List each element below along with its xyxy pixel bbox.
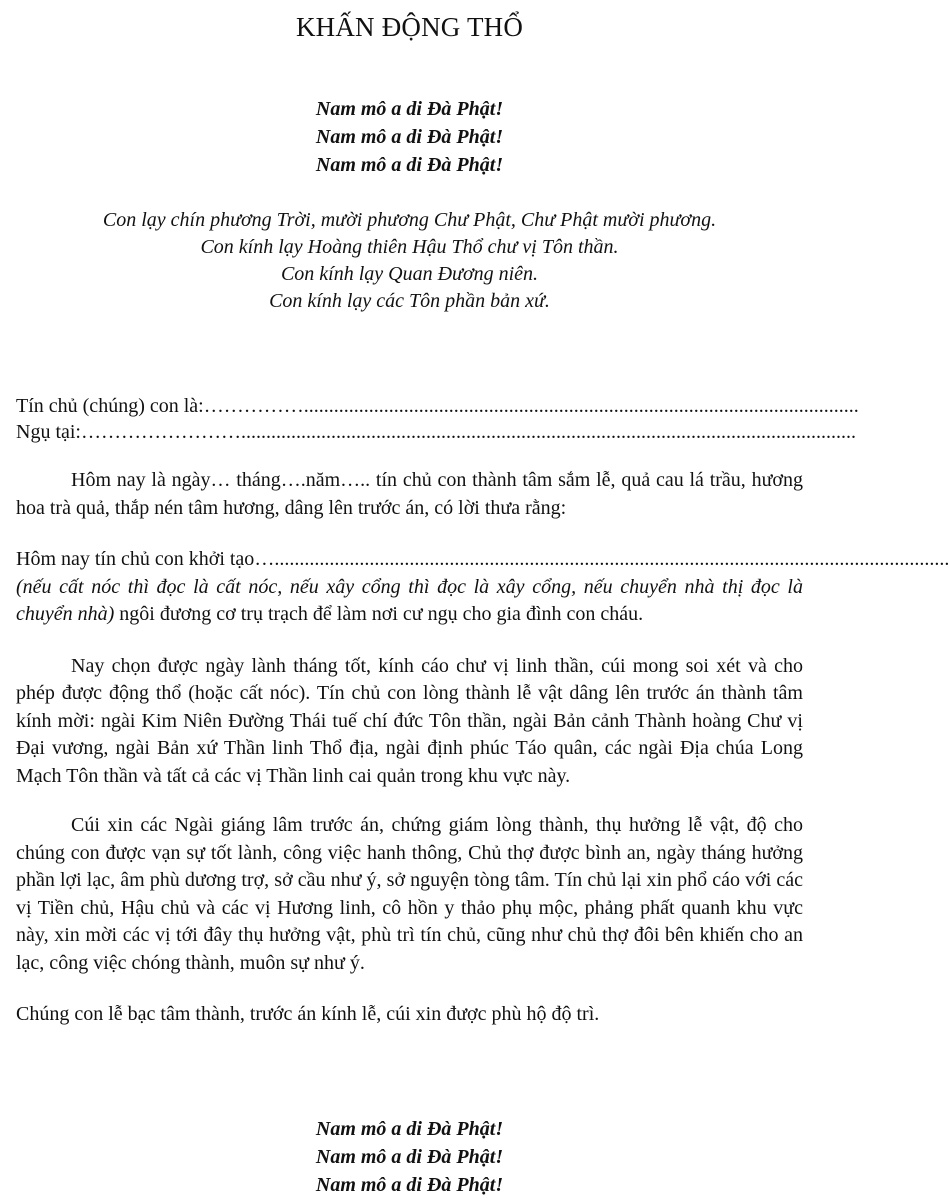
- opening-chant: [16, 95, 803, 179]
- chant-line: Nam mô a di Đà Phật!: [315, 1145, 504, 1168]
- chant-line: Nam mô a di Đà Phật!: [315, 1117, 504, 1140]
- chant-line: Nam mô a di Đà Phật!: [315, 98, 504, 120]
- invocation-line: Con kính lạy các Tôn phần bản xứ.: [269, 290, 550, 312]
- chant-line: Nam mô a di Đà Phật!: [315, 154, 504, 176]
- start-field: [16, 546, 949, 574]
- invocation-line: Con kính lạy Hoàng thiên Hậu Thổ chư vị Tôn thần.: [200, 236, 619, 258]
- residence-blank: ……………………...........................................................................................................................: [81, 421, 856, 443]
- residence-label: Ngụ tại:: [16, 421, 81, 443]
- believer-field: [16, 393, 859, 419]
- fill-in-fields: [16, 393, 859, 445]
- start-blank: ….......................................................................................................................................: [254, 548, 949, 570]
- invocation-line: Con kính lạy Quan Đương niên.: [280, 263, 539, 285]
- invocation-line: Con lạy chín phương Trời, mười phương Chư Phật, Chư Phật mười phương.: [102, 209, 717, 231]
- chant-line: Nam mô a di Đà Phật!: [315, 1173, 504, 1196]
- invocation-block: [16, 207, 803, 315]
- believer-blank: ……………...............................................................................................................: [203, 395, 859, 417]
- start-label: Hôm nay tín chủ con khởi tạo: [16, 548, 255, 570]
- residence-field: [16, 419, 856, 445]
- believer-label: Tín chủ (chúng) con là:: [16, 395, 204, 417]
- start-rest: ngôi đương cơ trụ trạch để làm nơi cư ngụ cho gia đình con cháu.: [114, 603, 644, 625]
- chant-line: Nam mô a di Đà Phật!: [315, 126, 504, 148]
- paragraph-closing: Chúng con lễ bạc tâm thành, trước án kính lễ, cúi xin được phù hộ độ trì.: [16, 1003, 600, 1025]
- start-construction-block: [16, 546, 949, 629]
- paragraph-choose-day: Nay chọn được ngày lành tháng tốt, kính cáo chư vị linh thần, cúi mong soi xét và cho phép được động thổ (hoặc cất nóc). Tín chủ con lòng thành lễ vật dâng lên trước án thành tâm kính mời: ngài Kim Niên Đường Thái tuế chí đức Tôn thần, ngài Bản cảnh Thành hoàng Chư vị Đại vương, ngài Bản xứ Thần linh Thổ địa, ngài định phúc Táo quân, các ngài Địa chúa Long Mạch Tôn thần và tất cả các vị Thần linh cai quản trong khu vực này.: [16, 654, 803, 787]
- document-title: KHẤN ĐỘNG THỔ: [295, 12, 524, 42]
- paragraph-beseech: Cúi xin các Ngài giáng lâm trước án, chứng giám lòng thành, thụ hưởng lễ vật, độ cho chúng con được vạn sự tốt lành, công việc hanh thông, Chủ thợ được bình an, ngày tháng hưởng phần lợi lạc, âm phù dương trợ, sở cầu như ý, sở nguyện tòng tâm. Tín chủ lại xin phổ cáo với các vị Tiền chủ, Hậu chủ và các vị Hương linh, cô hồn y thảo phụ mộc, phảng phất quanh khu vực này, xin mời các vị tới đây thụ hưởng vật, phù trì tín chủ, cũng như chủ thợ đôi bên khiến cho an lạc, công việc chóng thành, muôn sự như ý.: [16, 814, 803, 974]
- paragraph-today: Hôm nay là ngày… tháng….năm….. tín chủ con thành tâm sắm lễ, quả cau lá trầu, hương hoa trà quả, thắp nén tâm hương, dâng lên trước án, có lời thưa rằng:: [16, 469, 803, 519]
- start-note: (nếu cất nóc thì đọc là cất nóc, nếu xây cổng thì đọc là xây cổng, nếu chuyển nhà thị đọc là chuyển nhà): [16, 575, 803, 625]
- start-note-paragraph: [16, 574, 803, 629]
- closing-chant: [16, 1115, 803, 1199]
